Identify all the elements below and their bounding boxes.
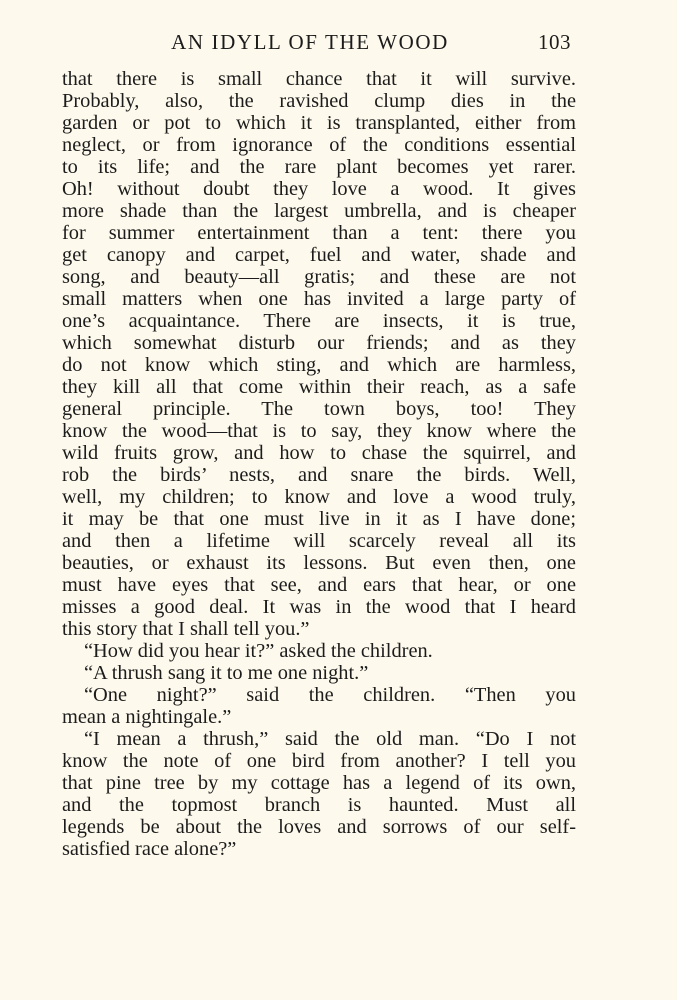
text-line: and the topmost branch is haunted. Must all — [62, 794, 576, 816]
text-line: Oh! without doubt they love a wood. It gives — [62, 178, 576, 200]
text-line: that there is small chance that it will survive. — [62, 68, 576, 90]
text-line: mean a nightingale.” — [62, 706, 232, 728]
text-line: misses a good deal. It was in the wood that I heard — [62, 596, 576, 618]
text-line: which somewhat disturb our friends; and as they — [62, 332, 576, 354]
running-head — [0, 28, 677, 62]
text-line: “One night?” said the children. “Then you — [84, 684, 576, 706]
text-line: general principle. The town boys, too! They — [62, 398, 576, 420]
page-number: 103 — [538, 30, 571, 54]
text-line: small matters when one has invited a large party of — [62, 288, 576, 310]
text-line: well, my children; to know and love a wood truly, — [62, 486, 576, 508]
text-line: Probably, also, the ravished clump dies in the — [62, 90, 576, 112]
text-line: “A thrush sang it to me one night.” — [84, 662, 369, 684]
text-line: beauties, or exhaust its lessons. But even then, one — [62, 552, 576, 574]
text-line: to its life; and the rare plant becomes yet rarer. — [62, 156, 576, 178]
text-line: legends be about the loves and sorrows of our self- — [62, 816, 576, 838]
text-line: more shade than the largest umbrella, and is cheaper — [62, 200, 576, 222]
text-line: “How did you hear it?” asked the children. — [84, 640, 433, 662]
text-line: know the note of one bird from another? I tell you — [62, 750, 576, 772]
text-line: do not know which sting, and which are harmless, — [62, 354, 576, 376]
text-line: “I mean a thrush,” said the old man. “Do I not — [84, 728, 576, 750]
body-text — [62, 68, 576, 860]
text-line: wild fruits grow, and how to chase the squirrel, and — [62, 442, 576, 464]
text-line: satisfied race alone?” — [62, 838, 237, 860]
text-line: for summer entertainment than a tent: there you — [62, 222, 576, 244]
text-line: must have eyes that see, and ears that hear, or one — [62, 574, 576, 596]
text-line: neglect, or from ignorance of the conditions essential — [62, 134, 576, 156]
text-line: that pine tree by my cottage has a legend of its own, — [62, 772, 576, 794]
text-line: this story that I shall tell you.” — [62, 618, 310, 640]
text-line: know the wood—that is to say, they know where the — [62, 420, 576, 442]
text-line: one’s acquaintance. There are insects, it is true, — [62, 310, 576, 332]
text-line: song, and beauty—all gratis; and these are not — [62, 266, 576, 288]
text-line: they kill all that come within their reach, as a safe — [62, 376, 576, 398]
running-title: AN IDYLL OF THE WOOD — [171, 30, 449, 54]
text-line: and then a lifetime will scarcely reveal all its — [62, 530, 576, 552]
text-line: get canopy and carpet, fuel and water, shade and — [62, 244, 576, 266]
text-line: it may be that one must live in it as I have done; — [62, 508, 576, 530]
text-line: garden or pot to which it is transplanted, either from — [62, 112, 576, 134]
text-line: rob the birds’ nests, and snare the birds. Well, — [62, 464, 576, 486]
